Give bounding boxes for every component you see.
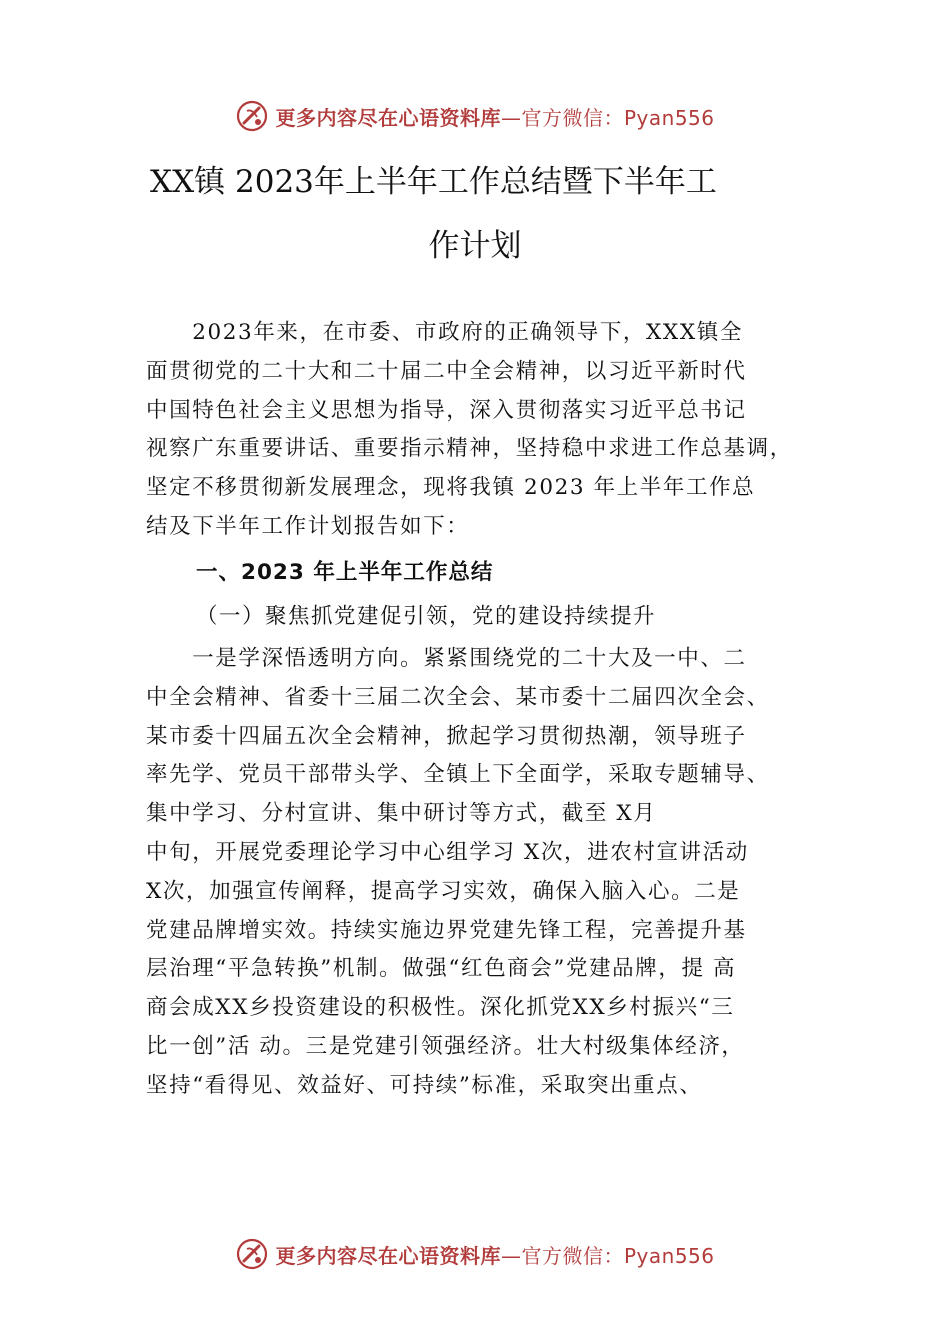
brand-logo-icon [235, 1237, 269, 1271]
subsection-heading: （一）聚焦抓党建促引领，党的建设持续提升 [196, 604, 657, 629]
text-line: 党建品牌增实效。持续实施边界党建先锋工程，完善提升基 [146, 917, 747, 943]
intro-paragraph [146, 314, 836, 547]
text-line: 商会成XX乡投资建设的积极性。深化抓党XX乡村振兴“三 [146, 995, 735, 1021]
watermark-footer [0, 1234, 950, 1274]
text-line: X次，加强宣传阐释，提高学习实效，确保入脑入心。二是 [146, 878, 741, 904]
watermark-text [275, 1240, 714, 1269]
text-line: 某市委十四届五次全会精神，掀起学习贯彻热潮，领导班子 [146, 723, 747, 749]
text-line: 率先学、党员干部带头学、全镇上下全面学，采取专题辅导、 [146, 762, 770, 788]
watermark-separator: — [500, 1243, 522, 1268]
document-title-line-1: XX镇 2023年上半年工作总结暨下半年工 [150, 164, 717, 200]
watermark-text [275, 102, 714, 131]
text-line: 坚持“看得见、效益好、可持续”标准，采取突出重点、 [146, 1072, 703, 1098]
text-line: 一是学深悟透明方向。紧紧围绕党的二十大及一中、二 [146, 646, 747, 671]
watermark-header [0, 96, 950, 136]
body-paragraph [146, 640, 836, 1106]
document-title-line-2: 作计划 [428, 228, 522, 264]
watermark-label: 官方微信： [521, 105, 624, 130]
watermark-brand: 更多内容尽在心语资料库 [275, 1243, 501, 1268]
text-line: 中国特色社会主义思想为指导，深入贯彻落实习近平总书记 [146, 397, 747, 423]
text-line: 视察广东重要讲话、重要指示精神，坚持稳中求进工作总基调， [146, 436, 793, 462]
text-line: 2023年来，在市委、市政府的正确领导下，XXX镇全 [146, 320, 743, 345]
text-line: 中全会精神、省委十三届二次全会、某市委十二届四次全会、 [146, 684, 770, 710]
text-line: 层治理“平急转换”机制。做强“红色商会”党建品牌，提 高 [146, 956, 737, 982]
text-line: 面贯彻党的二十大和二十届二中全会精神，以习近平新时代 [146, 358, 747, 384]
watermark-wechat-id: Pyan556 [623, 1243, 715, 1268]
watermark-separator: — [500, 105, 522, 130]
brand-logo-icon [235, 99, 269, 133]
watermark-wechat-id: Pyan556 [623, 105, 715, 130]
section-heading: 一、2023 年上半年工作总结 [196, 560, 494, 585]
watermark-brand: 更多内容尽在心语资料库 [275, 105, 501, 130]
text-line: 比一创”活 动。三是党建引领强经济。壮大村级集体经济， [146, 1033, 745, 1059]
text-line: 坚定不移贯彻新发展理念，现将我镇 2023 年上半年工作总 [146, 475, 756, 501]
text-line: 结及下半年工作计划报告如下： [146, 513, 470, 539]
text-line: 集中学习、分村宣讲、集中研讨等方式，截至 X月 [146, 801, 657, 827]
watermark-label: 官方微信： [521, 1243, 624, 1268]
text-line: 中旬，开展党委理论学习中心组学习 X次，进农村宣讲活动 [146, 839, 749, 865]
